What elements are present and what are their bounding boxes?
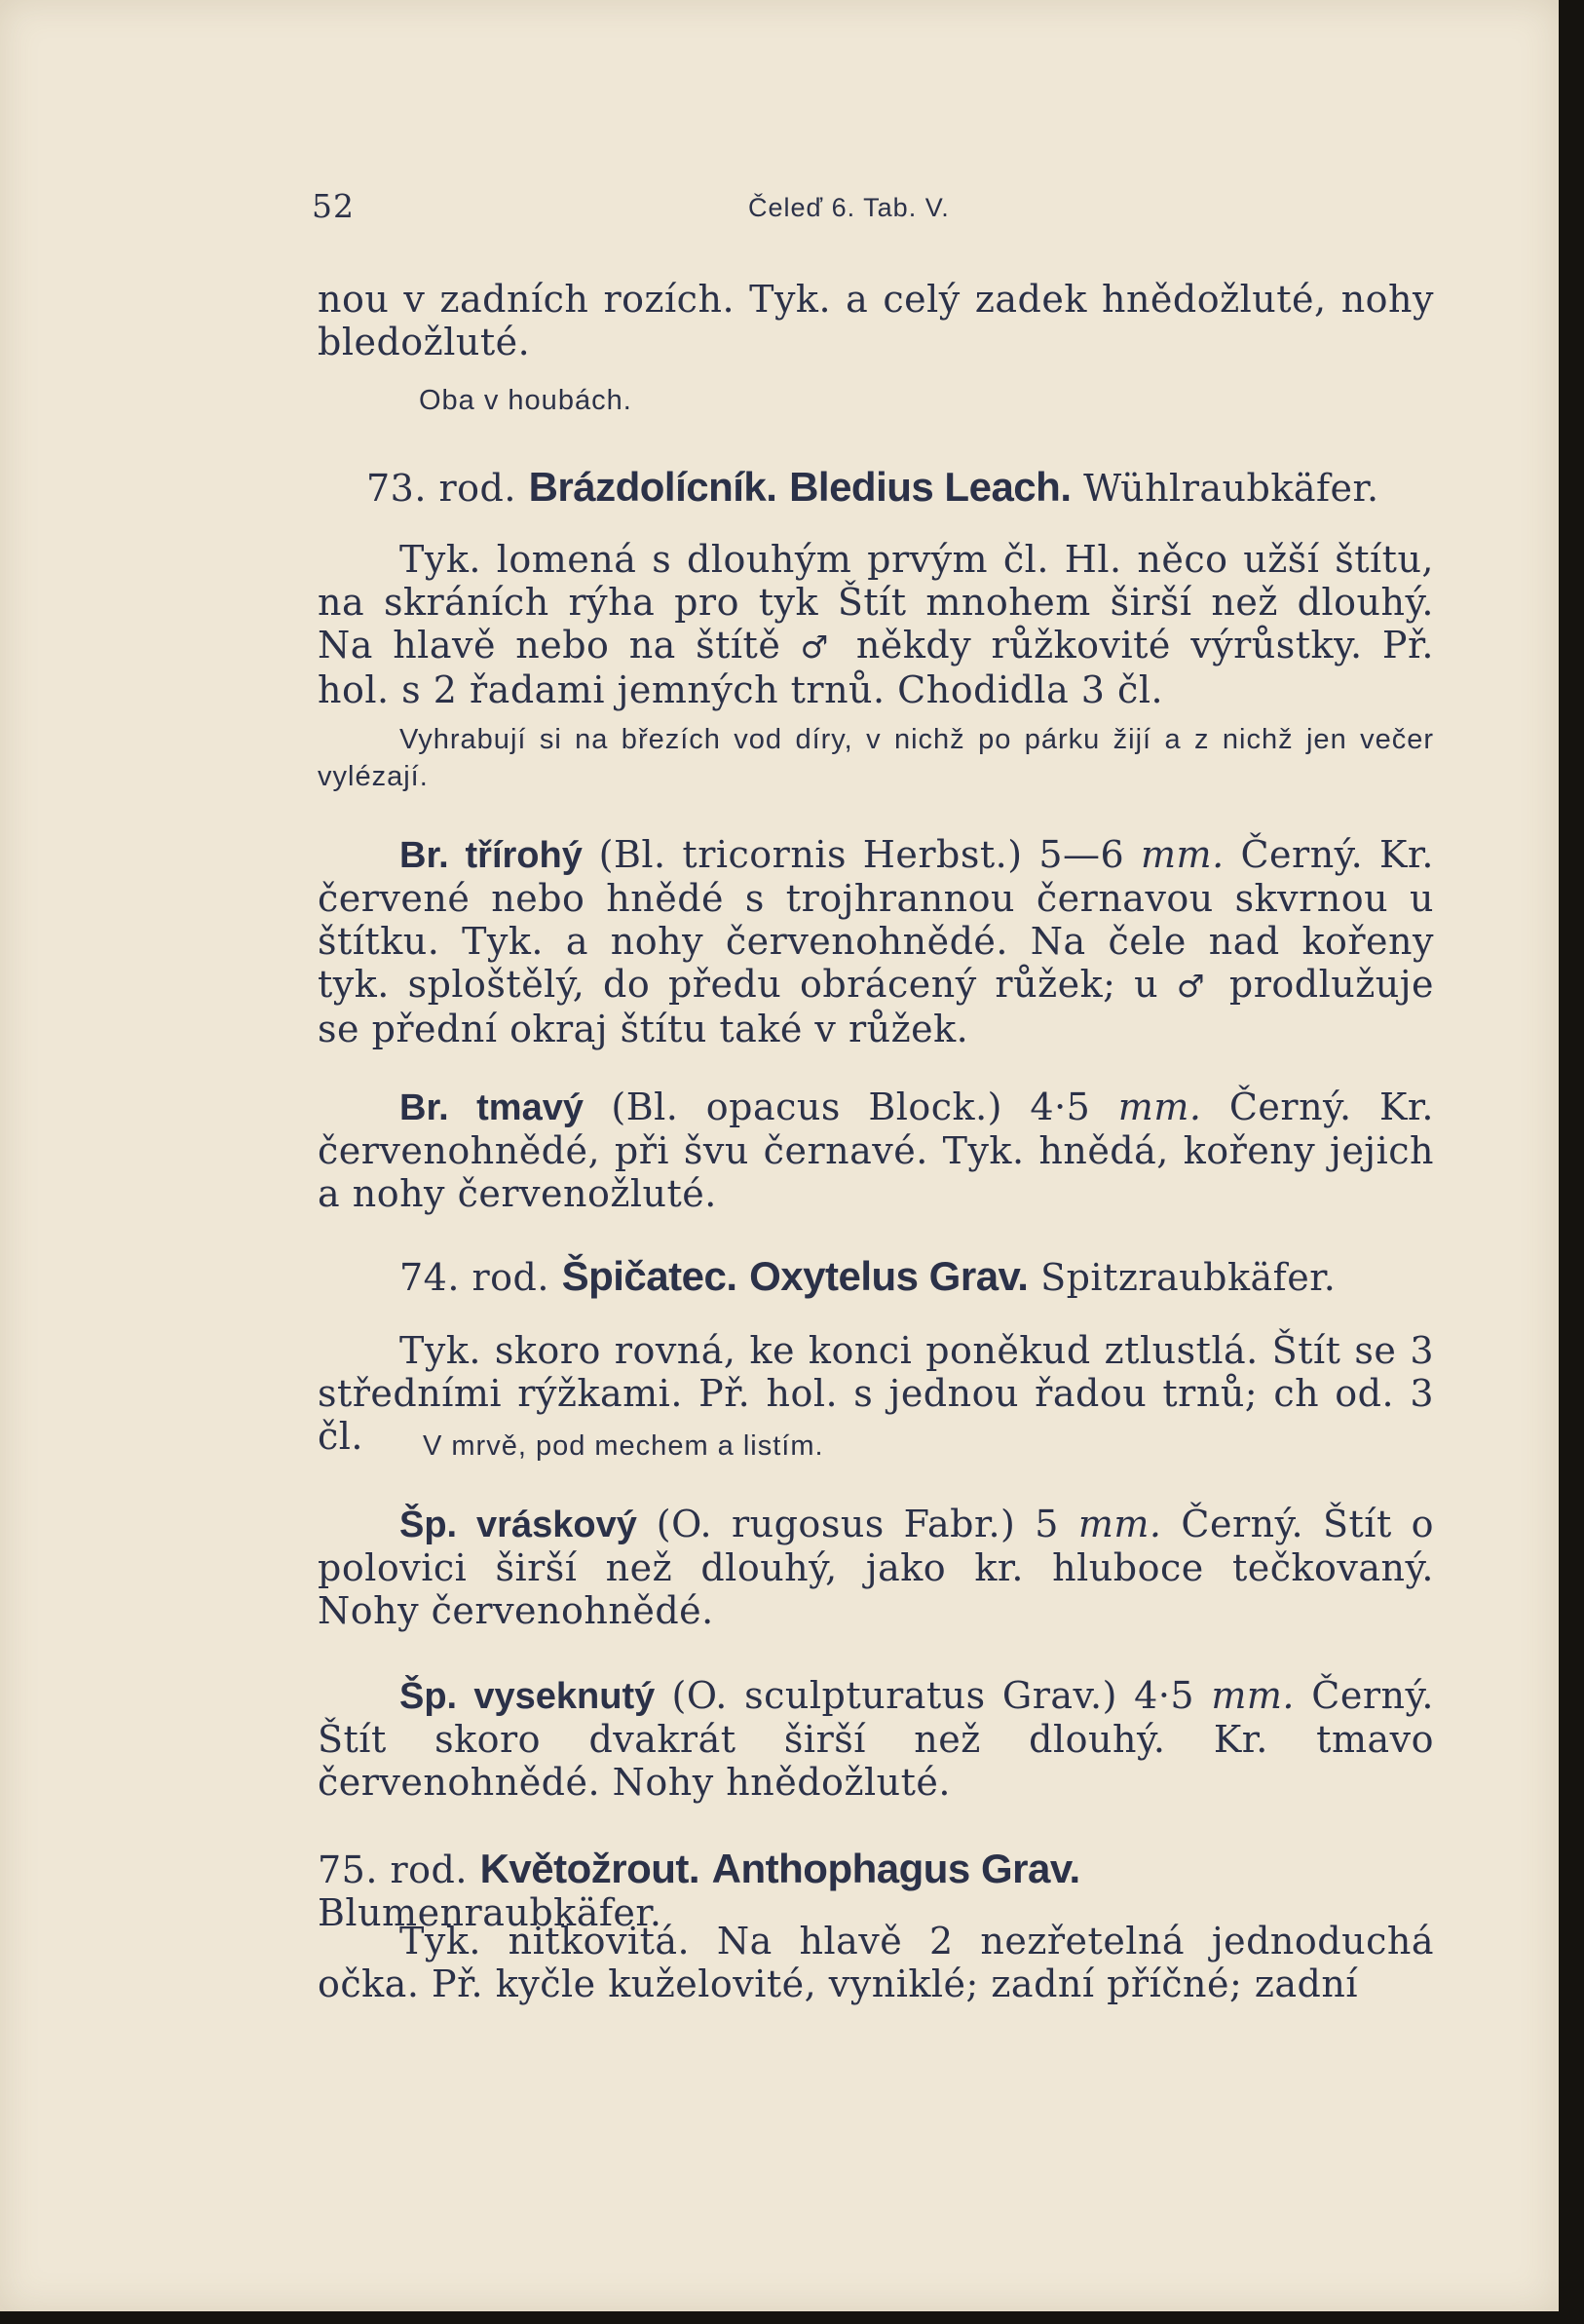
species-latin: (Bl. tricornis Herbst.) — [598, 833, 1023, 876]
genus-description-73: Tyk. lomená s dlouhým prvým čl. Hl. něco užší štítu, na skráních rýha pro tyk Štít mnohem širší než dlouhý. Na hlavě nebo na štítě ♂ někdy růžkovité výrůstky. Př. hol. s 2 řadami jemných trnů. Chodidla 3 čl. — [318, 538, 1435, 711]
genus-heading-73 — [318, 466, 1434, 510]
species-abbr: Br. — [399, 835, 449, 876]
genus-latin-name: Anthophagus Grav. — [711, 1846, 1080, 1891]
genus-number: 73. rod. — [366, 467, 516, 510]
habitat-note: V mrvě, pod mechem a listím. — [423, 1430, 824, 1462]
species-size: 4·5 — [1134, 1674, 1195, 1717]
paragraph-continued: nou v zadních rozích. Tyk. a celý zadek hnědožluté, nohy bledožluté. — [318, 278, 1434, 363]
genus-number: 75. rod. — [318, 1848, 468, 1891]
running-title: Čeleď 6. Tab. V. — [748, 193, 950, 222]
species-latin: (Bl. opacus Block.) — [611, 1086, 1002, 1128]
size-unit: mm. — [1141, 833, 1225, 876]
species-abbr: Br. — [399, 1087, 449, 1128]
species-name: vráskový — [476, 1505, 637, 1545]
species-name: třírohý — [465, 835, 583, 876]
species-name: vyseknutý — [473, 1676, 656, 1717]
page-bottom-edge — [0, 2311, 1584, 2324]
habitat-note: Oba v houbách. — [419, 385, 632, 416]
species-size: 5 — [1035, 1503, 1059, 1545]
genus-latin-name: Oxytelus Grav. — [749, 1253, 1029, 1299]
size-unit: mm. — [1211, 1674, 1296, 1717]
genus-german-name: Spitzraubkäfer. — [1040, 1256, 1337, 1299]
male-symbol-icon: ♂ — [1176, 968, 1212, 1005]
species-abbr: Šp. — [399, 1505, 458, 1545]
size-unit: mm. — [1077, 1503, 1162, 1545]
species-size: 4·5 — [1030, 1086, 1091, 1128]
running-head — [312, 187, 1442, 236]
species-size: 5—6 — [1038, 833, 1125, 876]
book-spine-edge — [1559, 0, 1584, 2324]
species-name: tmavý — [476, 1087, 584, 1128]
species-entry-opacus: Br. tmavý (Bl. opacus Block.) 4·5 mm. Černý. Kr. červenohnědé, při švu černavé. Tyk. hnědá, kořeny jejich a nohy červenožluté. — [318, 1086, 1434, 1215]
species-abbr: Šp. — [399, 1676, 458, 1717]
page-number: 52 — [312, 187, 355, 225]
genus-german-name: Wühlraubkäfer. — [1083, 467, 1379, 510]
habitat-note: Vyhrabují si na březích vod díry, v nichž po párku žijí a z nichž jen večer vylézají. — [318, 724, 1434, 792]
species-entry-tricornis: Br. třírohý (Bl. tricornis Herbst.) 5—6 mm. Černý. Kr. červené nebo hnědé s trojhrannou černavou skvrnou u štítku. Tyk. a nohy červenohnědé. Na čele nad kořeny tyk. sploštělý, do předu obrácený růžek; u ♂ prodlužuje se přední okraj štítu také v růžek. — [318, 833, 1434, 1050]
species-latin: (O. rugosus Fabr.) — [656, 1503, 1016, 1545]
genus-description-75: Tyk. nitkovitá. Na hlavě 2 nezřetelná jednoduchá očka. Př. kyčle kuželovité, vyniklé; zadní příčné; zadní — [318, 1920, 1434, 2005]
genus-description-74: Tyk. skoro rovná, ke konci poněkud ztlustlá. Štít se 3 středními rýžkami. Př. hol. s jednou řadou trnů; ch od. 3 čl. — [318, 1329, 1434, 1458]
genus-number: 74. rod. — [399, 1256, 549, 1299]
male-symbol-icon: ♂ — [800, 629, 837, 666]
genus-latin-name: Bledius Leach. — [789, 464, 1072, 510]
genus-czech-name: Květožrout. — [479, 1846, 700, 1891]
species-latin: (O. sculpturatus Grav.) — [671, 1674, 1117, 1717]
genus-czech-name: Špičatec. — [561, 1253, 737, 1299]
genus-heading-74 — [318, 1255, 1434, 1299]
size-unit: mm. — [1117, 1086, 1202, 1128]
species-entry-sculpturatus: Šp. vyseknutý (O. sculpturatus Grav.) 4·5 mm. Černý. Štít skoro dvakrát širší než dlouhý. Kr. tmavo červenohnědé. Nohy hnědožluté. — [318, 1674, 1434, 1804]
genus-german-name: Blumenraubkäfer. — [318, 1891, 662, 1934]
genus-czech-name: Brázdolícník. — [528, 464, 777, 510]
species-entry-rugosus: Šp. vráskový (O. rugosus Fabr.) 5 mm. Černý. Štít o polovici širší než dlouhý, jako kr. hluboce tečkovaný. Nohy červenohnědé. — [318, 1503, 1434, 1632]
